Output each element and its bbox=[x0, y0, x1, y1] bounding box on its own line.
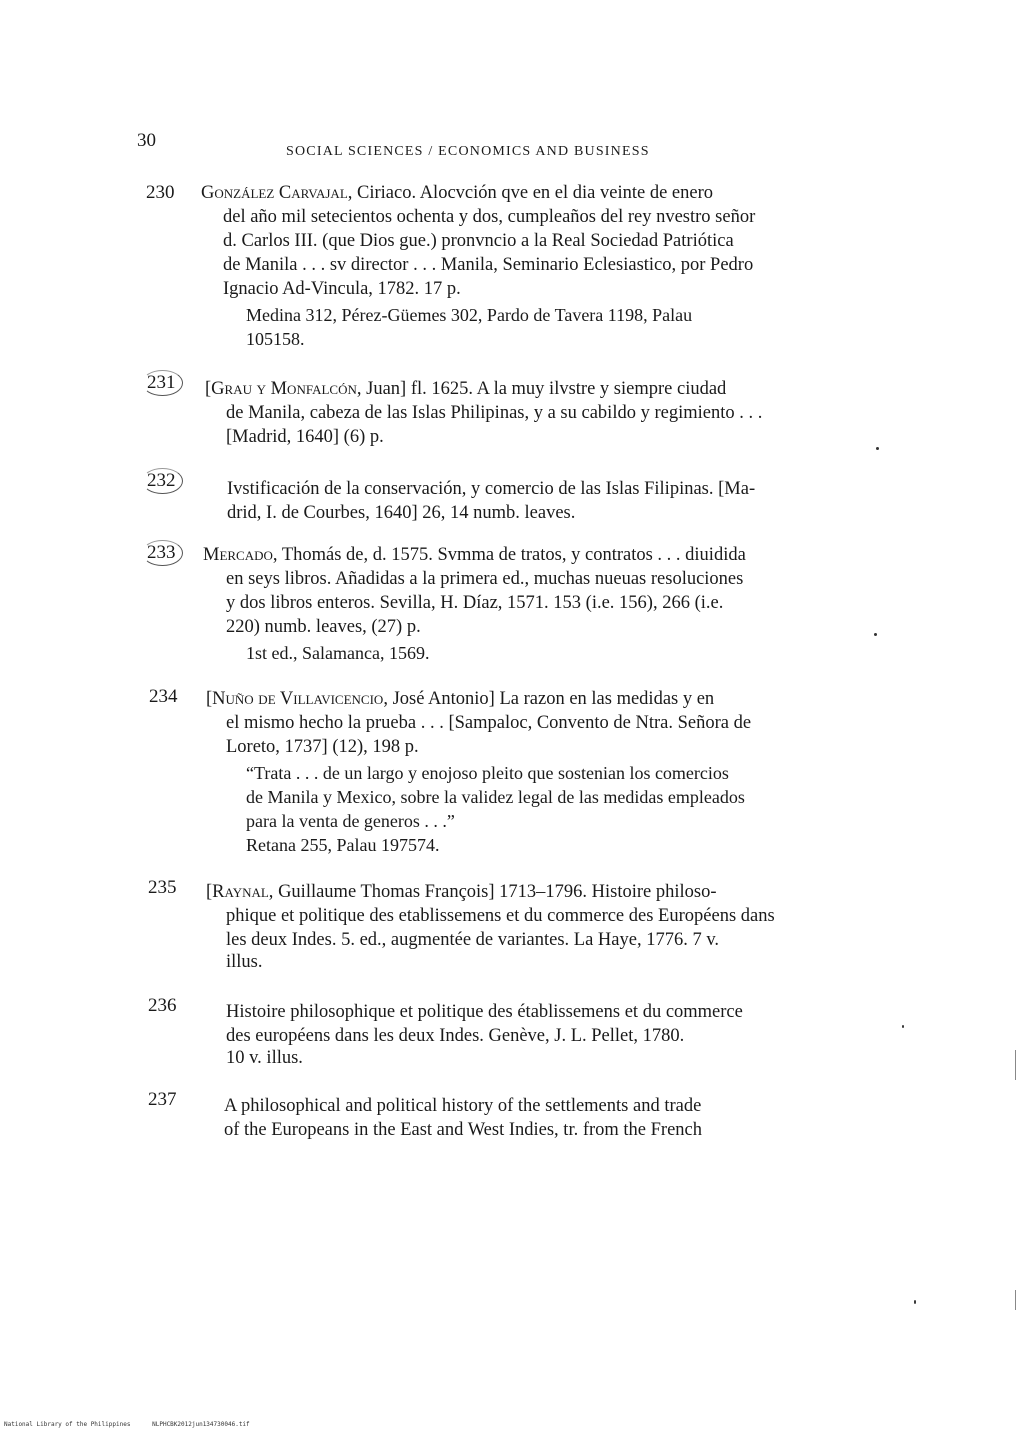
entry-number: 237 bbox=[148, 1089, 177, 1110]
page-number: 30 bbox=[137, 130, 156, 151]
entry-line bbox=[206, 688, 714, 710]
entry-note: de Manila y Mexico, sobre la validez legal de las medidas empleados bbox=[246, 787, 745, 807]
entry-number: 235 bbox=[148, 877, 177, 898]
entry-number: 231 bbox=[142, 370, 183, 396]
entry-author: [Nuño de Villavicencio, bbox=[206, 689, 388, 709]
entry-line: of the Europeans in the East and West Indies, tr. from the French bbox=[224, 1120, 703, 1140]
entry-line: illus. bbox=[226, 952, 263, 972]
scan-footer bbox=[4, 1421, 250, 1428]
entry-line: del año mil setecientos ochenta y dos, cumpleaños del rey nvestro señor bbox=[223, 207, 756, 227]
entry-number: 230 bbox=[146, 182, 175, 203]
entry-line bbox=[201, 182, 713, 204]
entry-line bbox=[206, 881, 717, 903]
entry-number: 233 bbox=[142, 540, 183, 566]
entry-number: 236 bbox=[148, 995, 177, 1016]
scan-speck bbox=[914, 1300, 916, 1304]
entry-line bbox=[203, 544, 746, 566]
entry-author: [Grau y Monfalcón, bbox=[205, 379, 362, 399]
entry-line: Histoire philosophique et politique des établissemens et du commerce bbox=[226, 1002, 743, 1022]
entry-note: 1st ed., Salamanca, 1569. bbox=[246, 643, 430, 663]
entry-author: Mercado, bbox=[203, 545, 278, 565]
entry-line: de Manila, cabeza de las Islas Philipinas, y a su cabildo y regimiento . . . bbox=[226, 403, 763, 423]
entry-text: Juan] fl. 1625. A la muy ilvstre y siempre ciudad bbox=[361, 379, 727, 399]
entry-text: Ciriaco. Alocvción qve en el dia veinte de enero bbox=[352, 183, 714, 203]
entry-number: 232 bbox=[142, 468, 183, 494]
entry-note: Medina 312, Pérez-Güemes 302, Pardo de Tavera 1198, Palau bbox=[246, 305, 693, 325]
entry-line: 10 v. illus. bbox=[226, 1048, 303, 1068]
entry-line: les deux Indes. 5. ed., augmentée de variantes. La Haye, 1776. 7 v. bbox=[226, 930, 719, 950]
entry-note: 105158. bbox=[246, 329, 305, 349]
entry-line: phique et politique des etablissemens et du commerce des Européens dans bbox=[226, 906, 775, 926]
entry-line: y dos libros enteros. Sevilla, H. Díaz, 1571. 153 (i.e. 156), 266 (i.e. bbox=[226, 593, 724, 613]
entry-author: [Raynal, bbox=[206, 882, 274, 902]
entry-line: Ignacio Ad-Vincula, 1782. 17 p. bbox=[223, 279, 461, 299]
footer-library: National Library of the Philippines bbox=[4, 1421, 131, 1428]
entry-line: 220) numb. leaves, (27) p. bbox=[226, 617, 421, 637]
entry-number: 234 bbox=[149, 686, 178, 707]
entry-text: José Antonio] La razon en las medidas y en bbox=[387, 689, 715, 709]
entry-line: Ivstificación de la conservación, y comercio de las Islas Filipinas. [Ma- bbox=[227, 479, 756, 499]
entry-line: drid, I. de Courbes, 1640] 26, 14 numb. leaves. bbox=[227, 503, 576, 523]
footer-filename: NLPHCBK2012jun134730046.tif bbox=[152, 1421, 250, 1428]
entry-line: d. Carlos III. (que Dios gue.) pronvncio a la Real Sociedad Patriótica bbox=[223, 231, 734, 251]
entry-text: Thomás de, d. 1575. Svmma de tratos, y contratos . . . diuidida bbox=[277, 545, 746, 565]
entry-note: Retana 255, Palau 197574. bbox=[246, 835, 440, 855]
entry-line: el mismo hecho la prueba . . . [Sampaloc, Convento de Ntra. Señora de bbox=[226, 713, 752, 733]
entry-text: Guillaume Thomas François] 1713–1796. Histoire philoso- bbox=[273, 882, 717, 902]
entry-note: “Trata . . . de un largo y enojoso pleito que sostenian los comercios bbox=[246, 763, 729, 783]
running-head: SOCIAL SCIENCES / ECONOMICS AND BUSINESS bbox=[286, 144, 650, 159]
entry-author: González Carvajal, bbox=[201, 183, 353, 203]
scan-speck bbox=[876, 447, 879, 450]
entry-line: des européens dans les deux Indes. Genève, J. L. Pellet, 1780. bbox=[226, 1026, 685, 1046]
scan-speck bbox=[874, 633, 877, 636]
entry-line bbox=[205, 378, 726, 400]
scan-edge-line bbox=[1015, 1050, 1016, 1080]
entry-line: [Madrid, 1640] (6) p. bbox=[226, 427, 384, 447]
entry-line: en seys libros. Añadidas a la primera ed., muchas nueuas resoluciones bbox=[226, 569, 744, 589]
entry-note: para la venta de generos . . .” bbox=[246, 811, 455, 831]
scan-edge-line bbox=[1015, 1290, 1016, 1310]
entry-line: Loreto, 1737] (12), 198 p. bbox=[226, 737, 419, 757]
entry-line: de Manila . . . sv director . . . Manila, Seminario Eclesiastico, por Pedro bbox=[223, 255, 754, 275]
entry-line: A philosophical and political history of the settlements and trade bbox=[224, 1096, 702, 1116]
scan-speck bbox=[902, 1025, 904, 1028]
